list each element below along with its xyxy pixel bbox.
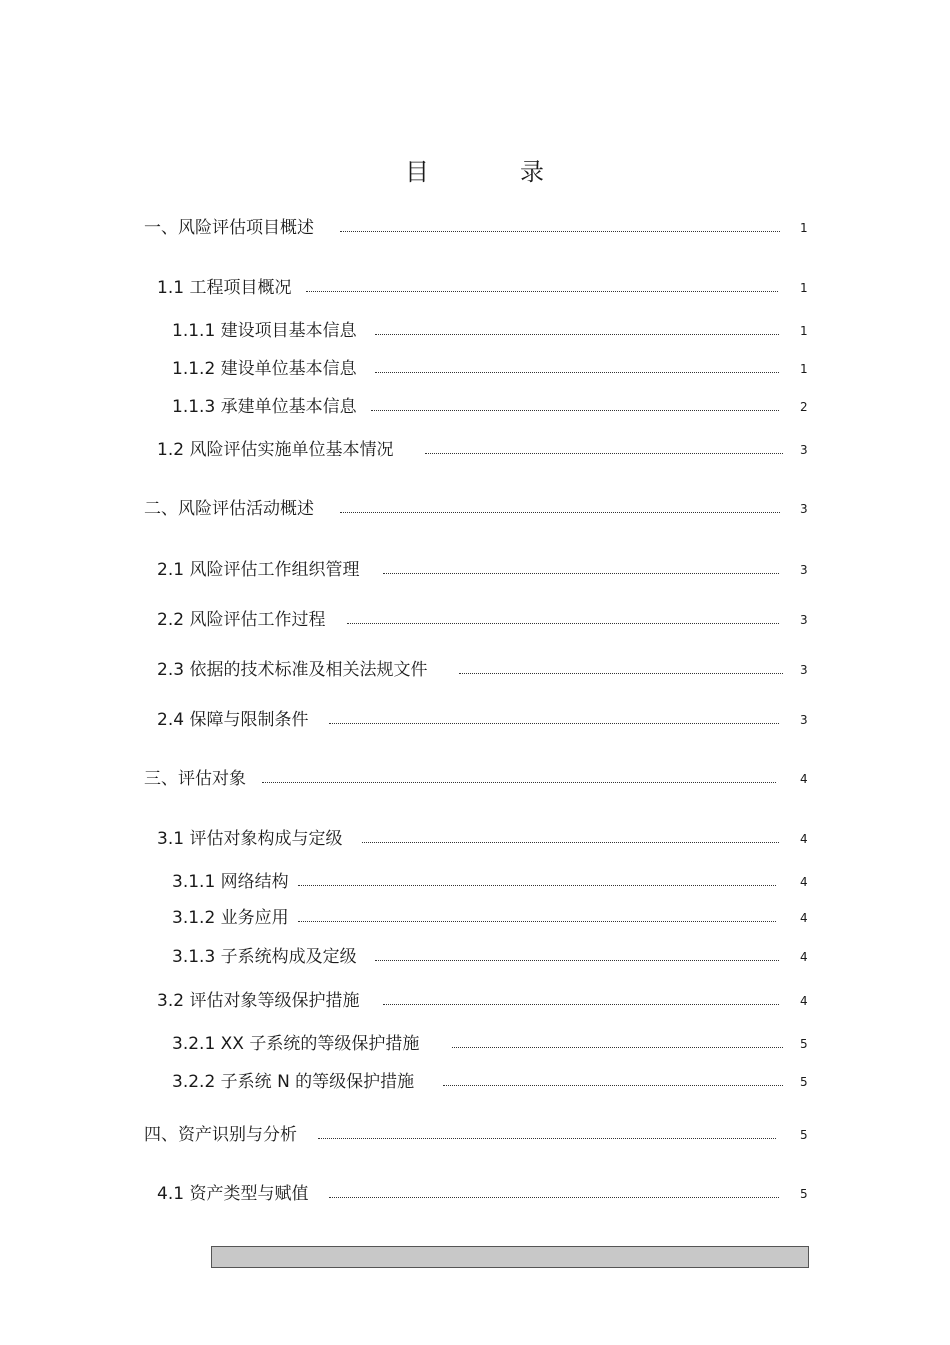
toc-title-char-1: 目 [405, 158, 429, 186]
toc-entry-page: 3 [800, 713, 808, 727]
toc-entry[interactable] [144, 216, 812, 240]
toc-leader-dots [371, 410, 779, 411]
toc-entry-page: 4 [800, 994, 808, 1008]
toc-entry-label: 1.1.3 承建单位基本信息 [172, 397, 357, 417]
toc-entry-label: 3.1 评估对象构成与定级 [157, 829, 343, 849]
toc-title-char-2: 录 [520, 158, 544, 186]
toc-entry[interactable] [144, 438, 812, 462]
toc-entry[interactable] [144, 870, 812, 894]
toc-entry-label: 四、资产识别与分析 [144, 1125, 297, 1145]
toc-entry-label: 3.2.1 XX 子系统的等级保护措施 [172, 1034, 420, 1054]
toc-entry-page: 5 [800, 1128, 808, 1142]
toc-leader-dots [452, 1047, 783, 1048]
toc-leader-dots [362, 842, 779, 843]
toc-entry-label: 1.1.2 建设单位基本信息 [172, 359, 357, 379]
toc-entry-page: 5 [800, 1075, 808, 1089]
toc-entry[interactable] [144, 1070, 812, 1094]
toc-leader-dots [459, 673, 783, 674]
toc-entry-page: 5 [800, 1187, 808, 1201]
toc-entry-page: 1 [800, 221, 808, 235]
toc-entry[interactable] [144, 989, 812, 1013]
toc-entry-page: 4 [800, 832, 808, 846]
toc-leader-dots [329, 723, 779, 724]
toc-entry-page: 3 [800, 613, 808, 627]
footer-bar [211, 1246, 809, 1268]
toc-entry[interactable] [144, 1182, 812, 1206]
toc-entry-page: 4 [800, 950, 808, 964]
toc-entry[interactable] [144, 395, 812, 419]
toc-entry-label: 2.3 依据的技术标准及相关法规文件 [157, 660, 428, 680]
toc-leader-dots [298, 921, 776, 922]
toc-entry[interactable] [144, 608, 812, 632]
toc-entry-label: 一、风险评估项目概述 [144, 218, 314, 238]
toc-leader-dots [340, 512, 780, 513]
toc-entry-label: 3.1.1 网络结构 [172, 872, 289, 892]
toc-leader-dots [383, 1004, 779, 1005]
toc-entry[interactable] [144, 658, 812, 682]
toc-leader-dots [375, 372, 779, 373]
toc-leader-dots [329, 1197, 779, 1198]
toc-entry-page: 4 [800, 911, 808, 925]
toc-entry-label: 1.1.1 建设项目基本信息 [172, 321, 357, 341]
toc-leader-dots [262, 782, 776, 783]
toc-entry-page: 1 [800, 324, 808, 338]
toc-entry-label: 2.2 风险评估工作过程 [157, 610, 326, 630]
toc-entry-page: 3 [800, 663, 808, 677]
toc-entry-label: 3.2 评估对象等级保护措施 [157, 991, 360, 1011]
toc-entry-page: 1 [800, 362, 808, 376]
toc-entry[interactable] [144, 558, 812, 582]
toc-entry-label: 4.1 资产类型与赋值 [157, 1184, 309, 1204]
toc-entry[interactable] [144, 906, 812, 930]
toc-entry-page: 4 [800, 772, 808, 786]
toc-leader-dots [347, 623, 779, 624]
toc-entry[interactable] [144, 357, 812, 381]
toc-leader-dots [425, 453, 783, 454]
toc-leader-dots [375, 960, 779, 961]
toc-leader-dots [318, 1138, 776, 1139]
toc-entry-label: 3.1.2 业务应用 [172, 908, 289, 928]
toc-entry-label: 3.2.2 子系统 N 的等级保护措施 [172, 1072, 415, 1092]
toc-entry[interactable] [144, 827, 812, 851]
toc-leader-dots [298, 885, 776, 886]
toc-leader-dots [340, 231, 780, 232]
toc-entry[interactable] [144, 1123, 812, 1147]
toc-entry-page: 3 [800, 502, 808, 516]
toc-entry-label: 二、风险评估活动概述 [144, 499, 314, 519]
toc-entry[interactable] [144, 708, 812, 732]
toc-leader-dots [375, 334, 779, 335]
toc-entry[interactable] [144, 767, 812, 791]
toc-entry[interactable] [144, 497, 812, 521]
toc-entry[interactable] [144, 276, 812, 300]
toc-entry-page: 1 [800, 281, 808, 295]
toc-leader-dots [306, 291, 778, 292]
toc-entry-page: 3 [800, 563, 808, 577]
toc-entry-page: 2 [800, 400, 808, 414]
toc-entry-label: 1.1 工程项目概况 [157, 278, 292, 298]
toc-entry-label: 三、评估对象 [144, 769, 246, 789]
toc-entry-label: 1.2 风险评估实施单位基本情况 [157, 440, 394, 460]
toc-entry-label: 2.4 保障与限制条件 [157, 710, 309, 730]
toc-entry-label: 3.1.3 子系统构成及定级 [172, 947, 357, 967]
toc-entry[interactable] [144, 945, 812, 969]
toc-entry-page: 3 [800, 443, 808, 457]
toc-leader-dots [443, 1085, 783, 1086]
toc-entry[interactable] [144, 1032, 812, 1056]
toc-leader-dots [383, 573, 779, 574]
toc-entry[interactable] [144, 319, 812, 343]
toc-entry-page: 5 [800, 1037, 808, 1051]
toc-entry-page: 4 [800, 875, 808, 889]
toc-entry-label: 2.1 风险评估工作组织管理 [157, 560, 360, 580]
